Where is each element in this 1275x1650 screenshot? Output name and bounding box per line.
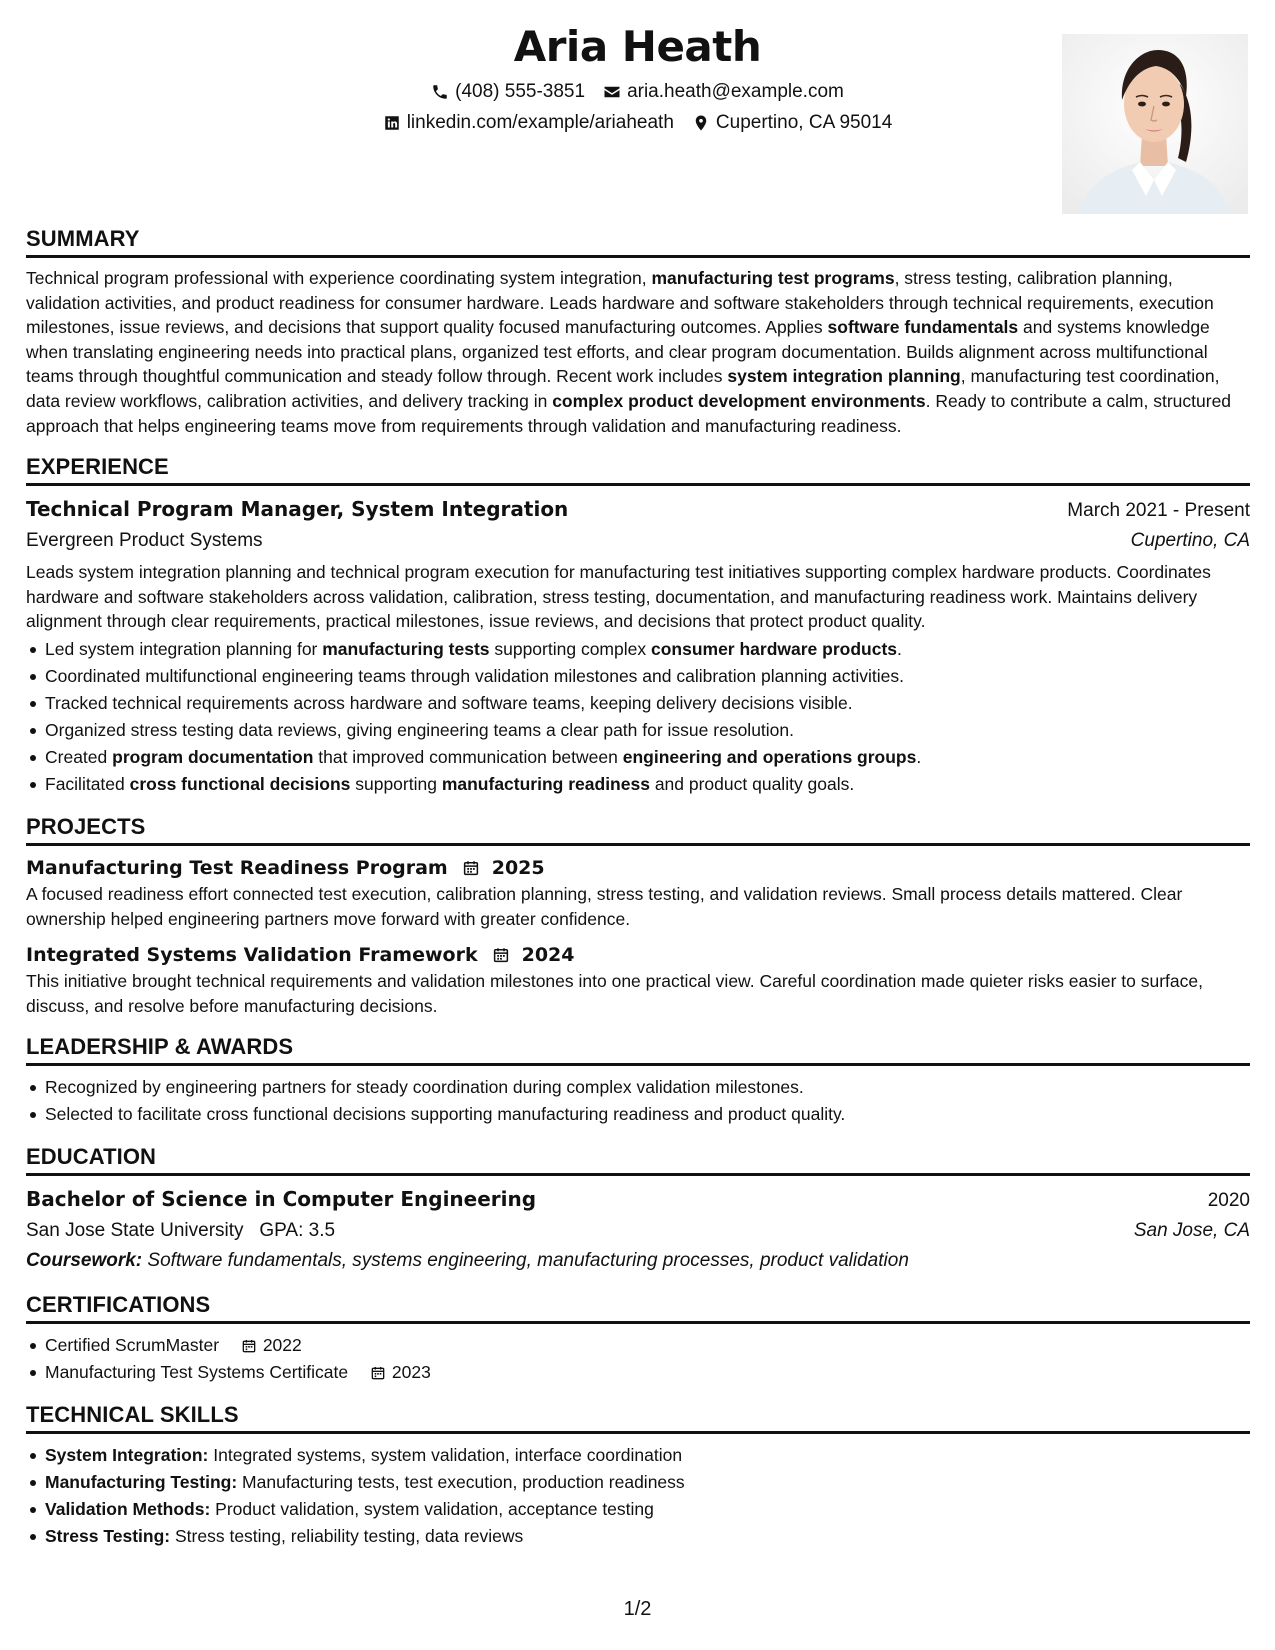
linkedin-icon [383, 114, 401, 132]
projects-section [26, 812, 1250, 1018]
profile-photo [1062, 34, 1248, 214]
section-title-skills: TECHNICAL SKILLS [26, 1400, 1250, 1434]
school-row [26, 1216, 1250, 1246]
linkedin-contact[interactable] [383, 110, 674, 136]
education-section [26, 1142, 1250, 1276]
project-year: 2025 [491, 856, 545, 879]
job-description: Leads system integration planning and technical program execution for manufacturing test initiatives supporting complex hardware products. Coordinates hardware and software stakeholders across validation, calibration, stress testing, documentation, and manufacturing readiness work. Maintains delivery alignment through clear requirements, practical milestones, issue reviews, and decisions that protect product quality. [26, 562, 1211, 632]
school-name: San Jose State University [26, 1220, 244, 1242]
phone-icon [431, 83, 449, 101]
list-item [26, 1496, 1250, 1523]
leadership-section [26, 1032, 1250, 1128]
project-name: Integrated Systems Validation Framework [26, 944, 478, 967]
school-location: San Jose, CA [1133, 1220, 1250, 1242]
skill-value: Stress testing, reliability testing, data reviews [175, 1526, 524, 1547]
candidate-name: Aria Heath [513, 22, 762, 71]
location-contact [692, 110, 892, 136]
cert-year: 2023 [391, 1362, 431, 1383]
coursework-text: Software fundamentals, systems engineering, manufacturing processes, product validation [147, 1250, 909, 1272]
project-description: A focused readiness effort connected test execution, calibration planning, stress testing, and validation reviews. Small process details mattered. Clear ownership helped engineering partners move forward with greater confidence. [26, 883, 1183, 929]
job-bullets [26, 636, 1250, 798]
list-item: Facilitated cross functional decisions supporting manufacturing readiness and product quality goals. [26, 771, 1250, 798]
skills-list [26, 1442, 1250, 1550]
skill-value: Integrated systems, system validation, interface coordination [213, 1445, 683, 1466]
section-title-experience: EXPERIENCE [26, 452, 1250, 486]
summary-text: Technical program professional with experience coordinating system integration, manufacturing test programs, stress testing, calibration planning, validation activities, and product readiness for consumer hardware. Leads hardware and software stakeholders through technical requirements, execution milestones, issue reviews, and decisions that support quality focused manufacturing outcomes. Applies software fundamentals and systems knowledge when translating engineering needs into practical plans, organized test efforts, and clear program documentation. Builds alignment across multifunctional teams through thoughtful communication and steady follow through. Recent work includes system integration planning, manufacturing test coordination, data review workflows, calibration activities, and delivery tracking in complex product development environments. Ready to contribute a calm, structured approach that helps engineering teams move from requirements through validation and manufacturing readiness. [26, 268, 1232, 436]
list-item: Led system integration planning for manufacturing tests supporting complex consumer hardware products. [26, 636, 1250, 663]
email-address: aria.heath@example.com [627, 81, 844, 102]
cert-name: Certified ScrumMaster [45, 1335, 220, 1356]
project-item [26, 854, 1250, 931]
job-company-row [26, 526, 1250, 556]
cert-year: 2022 [262, 1335, 302, 1356]
project-name: Manufacturing Test Readiness Program [26, 856, 448, 879]
calendar-icon [370, 1365, 386, 1381]
degree-name: Bachelor of Science in Computer Engineering [26, 1187, 537, 1212]
list-item [26, 1332, 1250, 1359]
calendar-icon [241, 1338, 257, 1354]
list-item [26, 1523, 1250, 1550]
email-contact[interactable] [603, 79, 844, 105]
location-text: Cupertino, CA 95014 [715, 112, 893, 133]
project-year: 2024 [521, 944, 575, 967]
list-item: Created program documentation that improved communication between engineering and operations groups. [26, 744, 1250, 771]
envelope-icon [603, 83, 621, 101]
list-item [26, 1359, 1250, 1386]
list-item: Organized stress testing data reviews, giving engineering teams a clear path for issue resolution. [26, 717, 1250, 744]
linkedin-url: linkedin.com/example/ariaheath [406, 112, 674, 133]
skill-value: Product validation, system validation, acceptance testing [215, 1499, 654, 1520]
project-description: This initiative brought technical requirements and validation milestones into one practical view. Careful coordination made quieter risks easier to surface, discuss, and resolve before manufacturing decisions. [26, 971, 1203, 1016]
job-company: Evergreen Product Systems [26, 530, 263, 552]
list-item: Recognized by engineering partners for steady coordination during complex validation milestones. [26, 1074, 1250, 1101]
gpa: GPA: 3.5 [259, 1220, 336, 1242]
skill-label: System Integration: [45, 1445, 209, 1466]
page-number: 1/2 [623, 1598, 652, 1620]
phone-number: (408) 555-3851 [455, 81, 586, 102]
job-dates: March 2021 - Present [1067, 500, 1250, 522]
coursework [26, 1246, 1250, 1276]
section-title-education: EDUCATION [26, 1142, 1250, 1176]
list-item [26, 1442, 1250, 1469]
section-title-projects: PROJECTS [26, 812, 1250, 846]
list-item: Tracked technical requirements across hardware and software teams, keeping delivery decisions visible. [26, 690, 1250, 717]
certifications-section [26, 1290, 1250, 1386]
skill-label: Stress Testing: [45, 1526, 171, 1547]
job-location: Cupertino, CA [1130, 530, 1250, 552]
calendar-icon [492, 946, 510, 964]
list-item: Selected to facilitate cross functional decisions supporting manufacturing readiness and product quality. [26, 1101, 1250, 1128]
degree-row [26, 1184, 1250, 1216]
skill-label: Validation Methods: [45, 1499, 211, 1520]
section-title-leadership: LEADERSHIP & AWARDS [26, 1032, 1250, 1066]
graduation-year: 2020 [1207, 1190, 1250, 1212]
calendar-icon [462, 859, 480, 877]
list-item [26, 1469, 1250, 1496]
coursework-label: Coursework: [26, 1250, 143, 1272]
experience-section [26, 452, 1250, 798]
section-title-certifications: CERTIFICATIONS [26, 1290, 1250, 1324]
resume-body [26, 224, 1250, 1564]
job-title: Technical Program Manager, System Integration [26, 497, 569, 522]
skills-section [26, 1400, 1250, 1550]
leadership-list [26, 1074, 1250, 1128]
list-item: Coordinated multifunctional engineering teams through validation milestones and calibration planning activities. [26, 663, 1250, 690]
map-pin-icon [692, 114, 710, 132]
summary-section [26, 224, 1250, 438]
skill-value: Manufacturing tests, test execution, production readiness [242, 1472, 685, 1493]
skill-label: Manufacturing Testing: [45, 1472, 238, 1493]
project-item [26, 941, 1250, 1018]
section-title-summary: SUMMARY [26, 224, 1250, 258]
certifications-list [26, 1332, 1250, 1386]
cert-name: Manufacturing Test Systems Certificate [45, 1362, 349, 1383]
job-header-row [26, 494, 1250, 526]
phone-contact[interactable] [431, 79, 585, 105]
